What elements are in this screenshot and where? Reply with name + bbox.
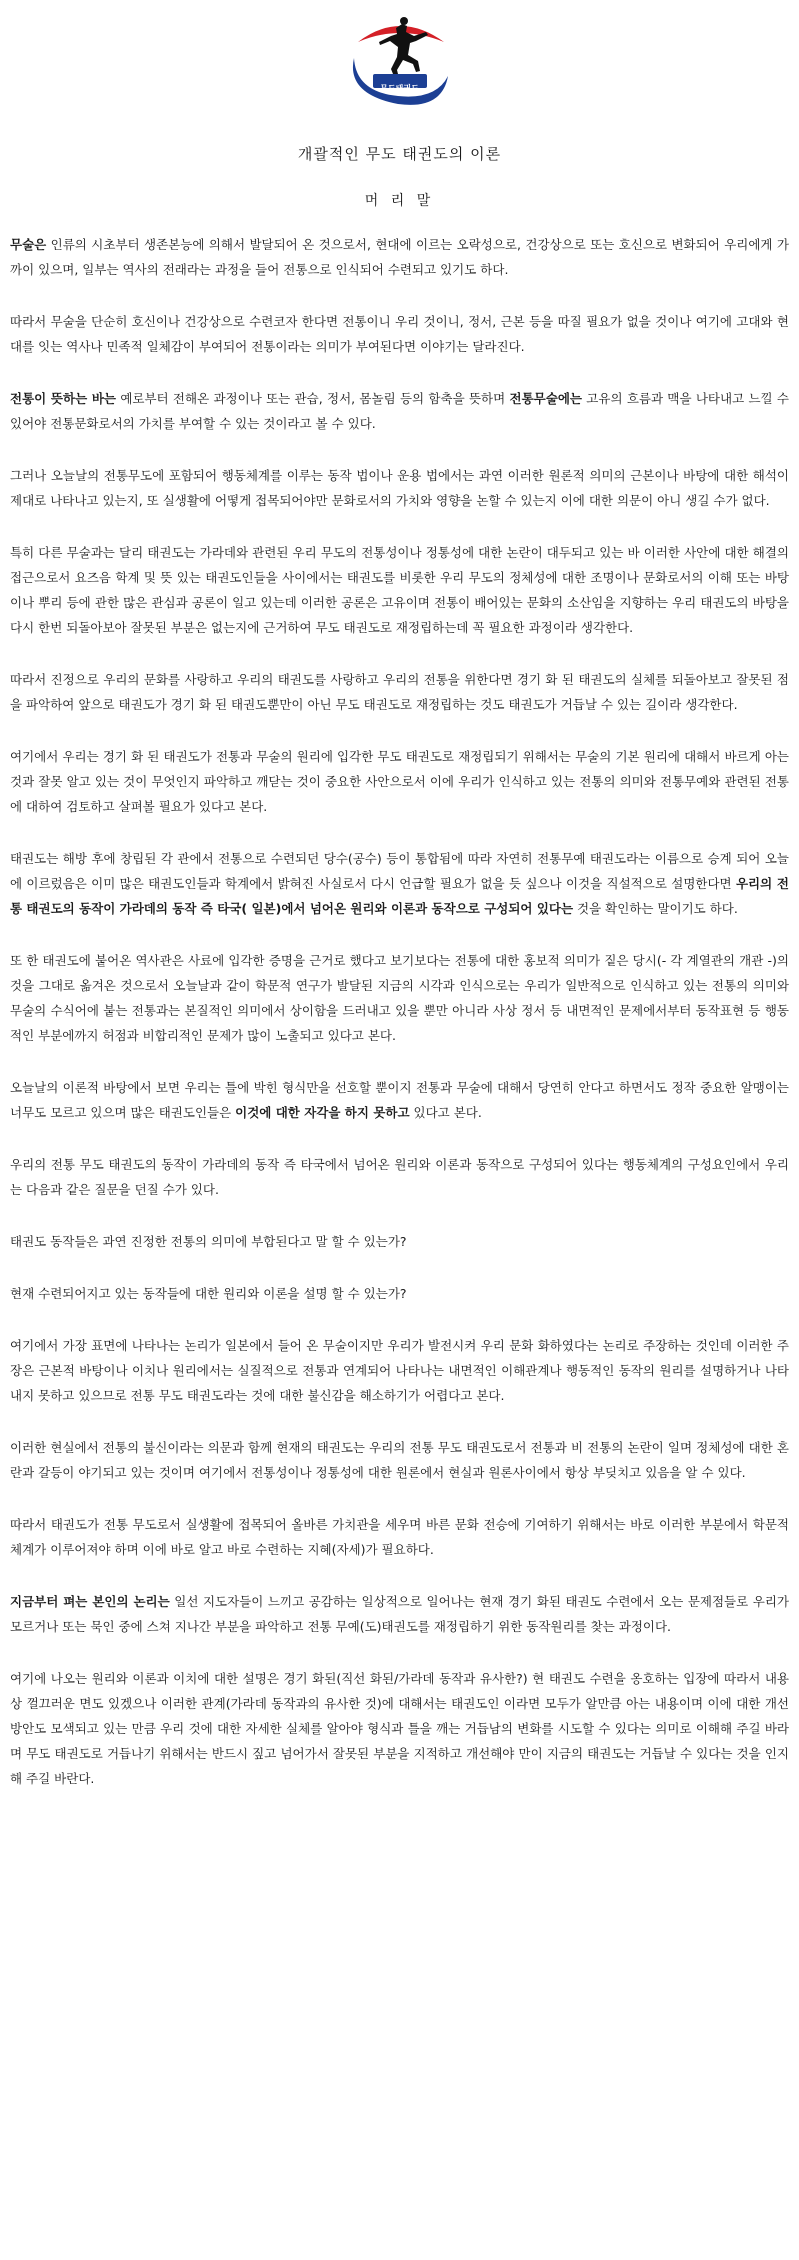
section-heading: 머 리 말	[364, 193, 435, 209]
body-text	[10, 232, 789, 1791]
text-run: 따라서 무술을 단순히 호신이나 건강상으로 수련코자 한다면 전통이니 우리 것이니, 정서, 근본 등을 따질 필요가 없을 것이나 여기에 고대와 현대를 잇는 역사나 민족적 일체감이 부여되어 전통이라는 의미가 부여된다면 이야기는 달라진다.	[10, 314, 789, 354]
paragraph	[10, 1589, 789, 1639]
paragraph	[10, 1512, 789, 1562]
page-title: 개괄적인 무도 태권도의 이론	[297, 145, 502, 163]
text-run: 인류의 시초부터 생존본능에 의해서 발달되어 온 것으로서, 현대에 이르는 오락성으로, 건강상으로 또는 호신으로 변화되어 우리에게 가까이 있으며, 일부는 역사의 전래라는 과정을 들어 전통으로 인식되어 수련되고 있기도 하다.	[10, 237, 789, 277]
paragraph	[10, 1666, 789, 1791]
text-run: 것을 확인하는 말이기도 하다.	[573, 901, 738, 916]
paragraph	[10, 744, 789, 819]
bold-text: 무술은	[10, 237, 47, 252]
bold-text: 이것에 대한 자각을 하지 못하고	[235, 1105, 410, 1120]
text-run: 일선 지도자들이 느끼고 공감하는 일상적으로 일어나는 현재 경기 화된 태권도 수련에서 오는 문제점들로 우리가 모르거나 또는 묵인 중에 스쳐 지나간 부분을 파악하고 전통 무예(도)태권도를 재정립하기 위한 동작원리를 찾는 과정이다.	[10, 1594, 789, 1634]
text-run: 따라서 진정으로 우리의 문화를 사랑하고 우리의 태권도를 사랑하고 우리의 전통을 위한다면 경기 화 된 태권도의 실체를 되돌아보고 잘못된 점을 파악하여 앞으로 태권도가 경기 화 된 태권도뿐만이 아닌 무도 태권도로 재정립하는 것도 태권도가 거듭날 수 있는 길이라 생각한다.	[10, 672, 789, 712]
paragraph	[10, 1075, 789, 1125]
paragraph	[10, 386, 789, 436]
paragraph	[10, 667, 789, 717]
text-run: 예로부터 전해온 과정이나 또는 관습, 정서, 몸놀림 등의 함축을 뜻하며	[116, 391, 510, 406]
text-run: 태권도는 해방 후에 창립된 각 관에서 전통으로 수련되던 당수(공수) 등이 통합됨에 따라 자연히 전통무예 태권도라는 이름으로 승계 되어 오늘에 이르렀음은 이미 많은 태권도인들과 학계에서 밝혀진 사실로서 다시 언급할 필요가 없을 듯 싶으나 이것을 직설적으로 설명한다면	[10, 851, 789, 891]
paragraph	[10, 1152, 789, 1202]
paragraph	[10, 948, 789, 1048]
logo	[10, 12, 789, 130]
text-run: 따라서 태권도가 전통 무도로서 실생활에 접목되어 올바른 가치관을 세우며 바른 문화 전승에 기여하기 위해서는 바로 이러한 부분에서 학문적 체계가 이루어져야 하며 이에 바로 알고 바로 수련하는 지혜(자세)가 필요하다.	[10, 1517, 789, 1557]
text-run: 태권도 동작들은 과연 진정한 전통의 의미에 부합된다고 말 할 수 있는가?	[10, 1234, 407, 1249]
paragraph	[10, 309, 789, 359]
text-run: 현재 수련되어지고 있는 동작들에 대한 원리와 이론을 설명 할 수 있는가?	[10, 1286, 407, 1301]
text-run: 여기에서 가장 표면에 나타나는 논리가 일본에서 들어 온 무술이지만 우리가 발전시켜 우리 문화 화하였다는 논리로 주장하는 것인데 이러한 주장은 근본적 바탕이나 이치나 원리에서는 실질적으로 전통과 연계되어 나타나는 내면적인 이해관계나 행동적인 동작의 원리를 설명하거나 나타내지 못하고 있으므로 전통 무도 태권도라는 것에 대한 불신감을 해소하기가 어렵다고 본다.	[10, 1338, 789, 1403]
paragraph	[10, 463, 789, 513]
text-run: 우리의 전통 무도 태권도의 동작이 가라데의 동작 즉 타국에서 넘어온 원리와 이론과 동작으로 구성되어 있다는 행동체계의 구성요인에서 우리는 다음과 같은 질문을 던질 수가 있다.	[10, 1157, 789, 1197]
bold-text: 전통무술에는	[509, 391, 582, 406]
text-run: 여기에서 우리는 경기 화 된 태권도가 전통과 무술의 원리에 입각한 무도 태권도로 재정립되기 위해서는 무술의 기본 원리에 대해서 바르게 아는 것과 잘못 알고 있는 것이 무엇인지 파악하고 깨닫는 것이 중요한 사안으로서 이에 우리가 인식하고 있는 전통의 의미와 전통무예와 관련된 전통에 대하여 검토하고 살펴볼 필요가 있다고 본다.	[10, 749, 789, 814]
logo-text: 무도태권도	[380, 84, 419, 93]
martial-arts-logo-icon	[340, 12, 460, 112]
paragraph	[10, 1333, 789, 1408]
bold-text: 우리의 전통 태권도의 동작이 가라데의 동작 즉 타국( 일본)에서 넘어온 원리와 이론과 동작으로 구성되어 있다는	[10, 876, 789, 916]
text-run: 그러나 오늘날의 전통무도에 포함되어 행동체계를 이루는 동작 법이나 운용 법에서는 과연 이러한 원론적 의미의 근본이나 바탕에 대한 해석이 제대로 나타나고 있는지, 또 실생활에 어떻게 접목되어야만 문화로서의 가치와 영향을 논할 수 있는지 이에 대한 의문이 아니 생길 수가 없다.	[10, 468, 789, 508]
text-run: 이러한 현실에서 전통의 불신이라는 의문과 함께 현재의 태권도는 우리의 전통 무도 태권도로서 전통과 비 전통의 논란이 일며 정체성에 대한 혼란과 갈등이 야기되고 있는 것이며 여기에서 전통성이나 정통성에 대한 원론에서 현실과 원론사이에서 항상 부딪치고 있음을 알 수 있다.	[10, 1440, 789, 1480]
paragraph	[10, 846, 789, 921]
text-run: 여기에 나오는 원리와 이론과 이치에 대한 설명은 경기 화된(직선 화된/가라데 동작과 유사한?) 현 태권도 수련을 옹호하는 입장에 따라서 내용상 껄끄러운 면도 있겠으나 이러한 관계(가라데 동작과의 유사한 것)에 대해서는 태권도인 이라면 모두가 알만큼 아는 내용이며 이에 대한 개선 방안도 모색되고 있는 만큼 우리 것에 대한 자세한 실체를 알아야 형식과 틀을 깨는 거듭남의 변화를 시도할 수 있다는 의미로 이해해 주길 바라며 무도 태권도로 거듭나기 위해서는 반드시 짚고 넘어가서 잘못된 부분을 지적하고 개선해야 만이 지금의 태권도는 거듭날 수 있다는 것을 인지 해 주길 바란다.	[10, 1671, 789, 1786]
paragraph	[10, 1281, 789, 1306]
text-run: 또 한 태권도에 붙어온 역사관은 사료에 입각한 증명을 근거로 했다고 보기보다는 전통에 대한 홍보적 의미가 짙은 당시(- 각 계열관의 개관 -)의 것을 그대로 옮겨온 것으로서 오늘날과 같이 학문적 연구가 발달된 지금의 시각과 인식으로는 우리가 일반적으로 인식하고 있는 전통의 의미와 무술의 수식어에 붙는 전통과는 본질적인 의미에서 상이함을 드러내고 있을 뿐만 아니라 사상 정서 등 내면적인 문제에서부터 동작표현 등 행동적인 부분에까지 허점과 비합리적인 문제가 많이 노출되고 있다고 본다.	[10, 953, 789, 1043]
text-run: 있다고 본다.	[409, 1105, 482, 1120]
bold-text: 전통이 뜻하는 바는	[10, 391, 116, 406]
paragraph	[10, 1435, 789, 1485]
paragraph	[10, 1229, 789, 1254]
paragraph	[10, 540, 789, 640]
text-run: 특히 다른 무술과는 달리 태권도는 가라데와 관련된 우리 무도의 전통성이나 정통성에 대한 논란이 대두되고 있는 바 이러한 사안에 대한 해결의 접근으로서 요즈음 학계 및 뜻 있는 태권도인들을 사이에서는 태권도를 비롯한 우리 무도의 정체성에 대한 조명이나 문화로서의 이해 또는 바탕이나 뿌리 등에 관한 많은 관심과 공론이 일고 있는데 이러한 공론은 고유이며 전통이 배어있는 문화의 소산임을 지향하는 우리 태권도의 바탕을 다시 한번 되돌아보아 잘못된 부분은 없는지에 근거하여 무도 태권도로 재정립하는데 꼭 필요한 과정이라 생각한다.	[10, 545, 789, 635]
paragraph	[10, 232, 789, 282]
bold-text: 지금부터 펴는 본인의 논리는	[10, 1594, 170, 1609]
text-run: 오늘날의 이론적 바탕에서 보면 우리는 틀에 박힌 형식만을 선호할 뿐이지 전통과 무술에 대해서 당연히 안다고 하면서도 정작 중요한 알맹이는 너무도 모르고 있으며 많은 태권도인들은	[10, 1080, 789, 1120]
text-run: 고유의 흐름과 맥을 나타내고 느낄 수 있어야 전통문화로서의 가치를 부여할 수 있는 것이라고 볼 수 있다.	[10, 391, 790, 431]
